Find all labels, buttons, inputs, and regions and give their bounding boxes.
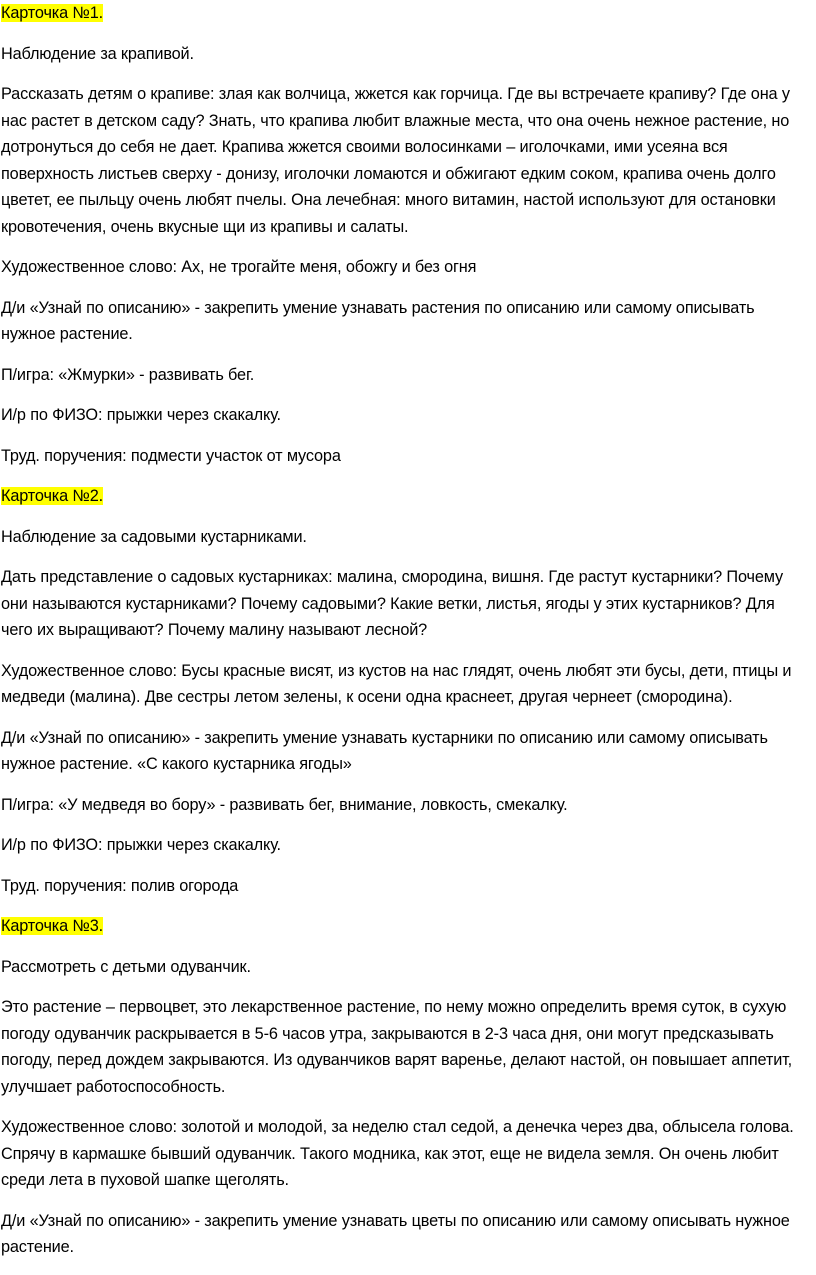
card-2-labor-task: Труд. поручения: полив огорода bbox=[1, 876, 239, 895]
highlighted-text: Карточка №1. bbox=[1, 4, 103, 22]
card-2-description: Дать представление о садовых кустарниках: малина, смородина, вишня. Где растут кустарники? Почему они называются кустарниками? Почему садовыми? Какие ветки, листья, ягоды у этих кустарников? Для чего их выращивают? Почему малину называют лесной? bbox=[1, 568, 783, 639]
card-3-description: Это растение – первоцвет, это лекарственное растение, по нему можно определить время суток, в сухую погоду одуванчик раскрывается в 5-6 часов утра, закрываются в 2-3 часа дня, они могут предсказывать погоду, перед дождем закрываются. Из одуванчиков варят варенье, делают настой, он повышает аппетит, улучшает работоспособность. bbox=[1, 998, 793, 1096]
card-1-pe-exercise: И/р по ФИЗО: прыжки через скакалку. bbox=[1, 406, 281, 424]
card-1-description: Рассказать детям о крапиве: злая как волчица, жжется как горчица. Где вы встречаете крапиву? Где она у нас растет в детском саду? Знать, что крапива любит влажные места, что она очень нежное растение, но дотронуться до себя не дает. Крапива жжется своими волосинками – иголочками, ими усеяна вся поверхность листьев сверху - донизу, иголочки ломаются и обжигают едким соком, крапива очень долго цветет, ее пыльцу очень любят пчелы. Она лечебная: много витамин, настой используют для остановки кровотечения, очень вкусные щи из крапивы и салаты. bbox=[1, 85, 790, 236]
highlighted-text: Карточка №3. bbox=[1, 917, 103, 935]
card-1-didactic-game: Д/и «Узнай по описанию» - закрепить умение узнавать растения по описанию или самому описывать нужное растение. bbox=[1, 298, 755, 343]
card-1-heading bbox=[1, 0, 809, 27]
card-3-artistic-word: Художественное слово: золотой и молодой, за неделю стал седой, а денечка через два, облысела голова. Спрячу в кармашке бывший одуванчик. Такого модника, как этот, еще не видела земля. Он очень любит среди лета в пуховой шапке щеголять. bbox=[1, 1118, 794, 1189]
document-page bbox=[1, 0, 809, 1275]
card-3-heading bbox=[1, 913, 809, 940]
card-1-labor-task: Труд. поручения: подмести участок от мусора bbox=[1, 446, 341, 465]
card-2-outdoor-game: П/игра: «У медведя во бору» - развивать бег, внимание, ловкость, смекалку. bbox=[1, 795, 568, 814]
card-2-didactic-game: Д/и «Узнай по описанию» - закрепить умение узнавать кустарники по описанию или самому описывать нужное растение. «С какого кустарника ягоды» bbox=[1, 728, 768, 773]
card-1-artistic-word: Художественное слово: Ах, не трогайте меня, обожгу и без огня bbox=[1, 258, 477, 276]
card-1-outdoor-game: П/игра: «Жмурки» - развивать бег. bbox=[1, 365, 255, 384]
card-2-title: Наблюдение за садовыми кустарниками. bbox=[1, 527, 307, 546]
card-2-artistic-word: Художественное слово: Бусы красные висят, из кустов на нас глядят, очень любят эти бусы, дети, птицы и медведи (малина). Две сестры летом зелены, к осени одна краснеет, другая чернеет (смородина). bbox=[1, 661, 792, 706]
highlighted-text: Карточка №2. bbox=[1, 487, 103, 505]
card-3-title: Рассмотреть с детьми одуванчик. bbox=[1, 957, 251, 976]
card-2-heading bbox=[1, 483, 809, 510]
card-3-didactic-game: Д/и «Узнай по описанию» - закрепить умение узнавать цветы по описанию или самому описывать нужное растение. bbox=[1, 1211, 790, 1256]
card-1-title: Наблюдение за крапивой. bbox=[1, 44, 194, 63]
card-2-pe-exercise: И/р по ФИЗО: прыжки через скакалку. bbox=[1, 836, 281, 854]
